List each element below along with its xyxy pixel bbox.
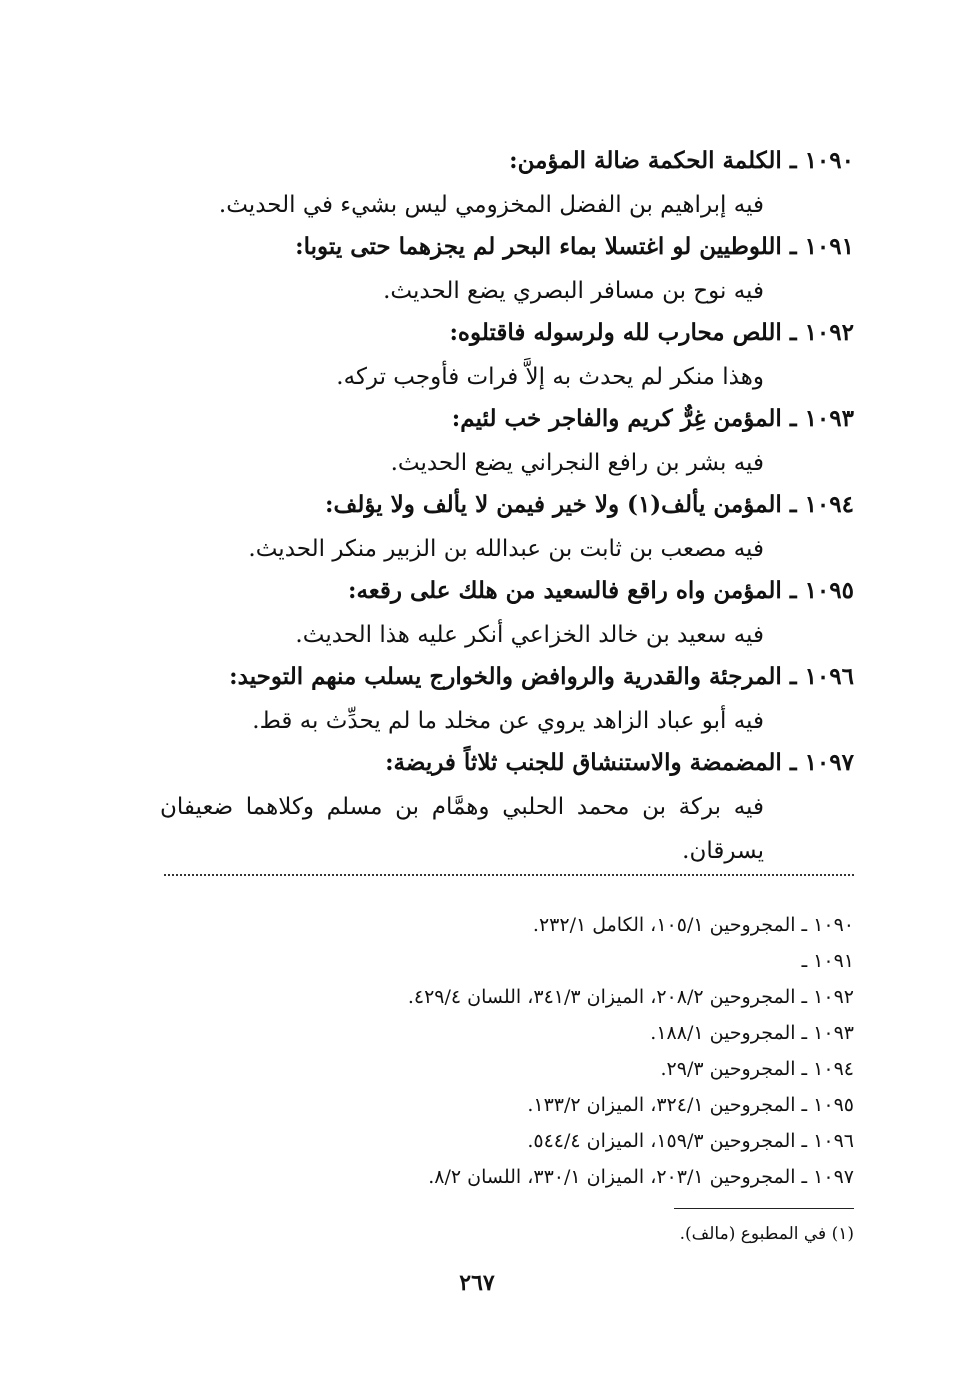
entry-1093-heading: ١٠٩٣ ـ المؤمن غِرٌّ كريم والفاجر خب لئيم: [451, 405, 854, 432]
source-1090: ١٠٩٠ ـ المجروحين ١٠٥/١، الكامل ٢٣٢/١. [532, 914, 854, 936]
source-1095: ١٠٩٥ ـ المجروحين ٣٢٤/١، الميزان ١٣٣/٢. [527, 1094, 854, 1116]
entry-1096-heading: ١٠٩٦ ـ المرجئة والقدرية والروافض والخوارج يسلب منهم التوحيد: [229, 663, 854, 690]
entry-1095-heading: ١٠٩٥ ـ المؤمن واه راقع فالسعيد من هلك على رقعه: [347, 577, 854, 604]
source-1093: ١٠٩٣ ـ المجروحين ١٨٨/١. [650, 1022, 854, 1044]
source-1096: ١٠٩٦ ـ المجروحين ١٥٩/٣، الميزان ٥٤٤/٤. [527, 1130, 854, 1152]
footnote-rule [674, 1208, 854, 1209]
dotted-separator [164, 874, 854, 876]
entry-1097-heading: ١٠٩٧ ـ المضمضة والاستنشاق للجنب ثلاثاً فريضة: [385, 749, 854, 776]
entry-1090-heading: ١٠٩٠ ـ الكلمة الحكمة ضالة المؤمن: [509, 147, 854, 174]
entry-1094-text: فيه مصعب بن ثابت بن عبدالله بن الزبير منكر الحديث. [248, 536, 764, 562]
entry-1093-text: فيه بشر بن رافع النجراني يضع الحديث. [390, 450, 764, 476]
entry-1097-text: فيه بركة بن محمد الحلبي وهمَّام بن مسلم وكلاهما ضعيفان [160, 794, 764, 820]
source-1091: ١٠٩١ ـ [801, 950, 854, 972]
source-1092: ١٠٩٢ ـ المجروحين ٢٠٨/٢، الميزان ٣٤١/٣، اللسان ٤٢٩/٤. [407, 986, 854, 1008]
source-1094: ١٠٩٤ ـ المجروحين ٢٩/٣. [660, 1058, 854, 1080]
footnote: (١) في المطبوع (مالف). [679, 1224, 854, 1244]
page-number: ٢٦٧ [459, 1270, 495, 1296]
entry-1090-text: فيه إبراهيم بن الفضل المخزومي ليس بشيء في الحديث. [218, 192, 764, 218]
entry-1095-text: فيه سعيد بن خالد الخزاعي أنكر عليه هذا الحديث. [295, 622, 764, 648]
entry-1091-text: فيه نوح بن مسافر البصري يضع الحديث. [383, 278, 764, 304]
entry-1094-heading: ١٠٩٤ ـ المؤمن يألف(١) ولا خير فيمن لا يألف ولا يؤلف: [325, 491, 854, 518]
source-1097: ١٠٩٧ ـ المجروحين ٢٠٣/١، الميزان ٣٣٠/١، اللسان ٨/٢. [428, 1166, 854, 1188]
entry-1092-text: وهذا منكر لم يحدث به إلاَّ فرات فأوجب تركه. [336, 364, 764, 390]
entry-1097-text-continued: يسرقان. [682, 838, 764, 864]
entry-1092-heading: ١٠٩٢ ـ اللص محارب لله ولرسوله فاقتلوه: [449, 319, 854, 346]
entry-1091-heading: ١٠٩١ ـ اللوطيين لو اغتسلا بماء البحر لم يجزهما حتى يتوبا: [295, 233, 854, 260]
entry-1096-text: فيه أبو عباد الزاهد يروي عن مخلد ما لم يحدِّث به قط. [252, 708, 764, 734]
